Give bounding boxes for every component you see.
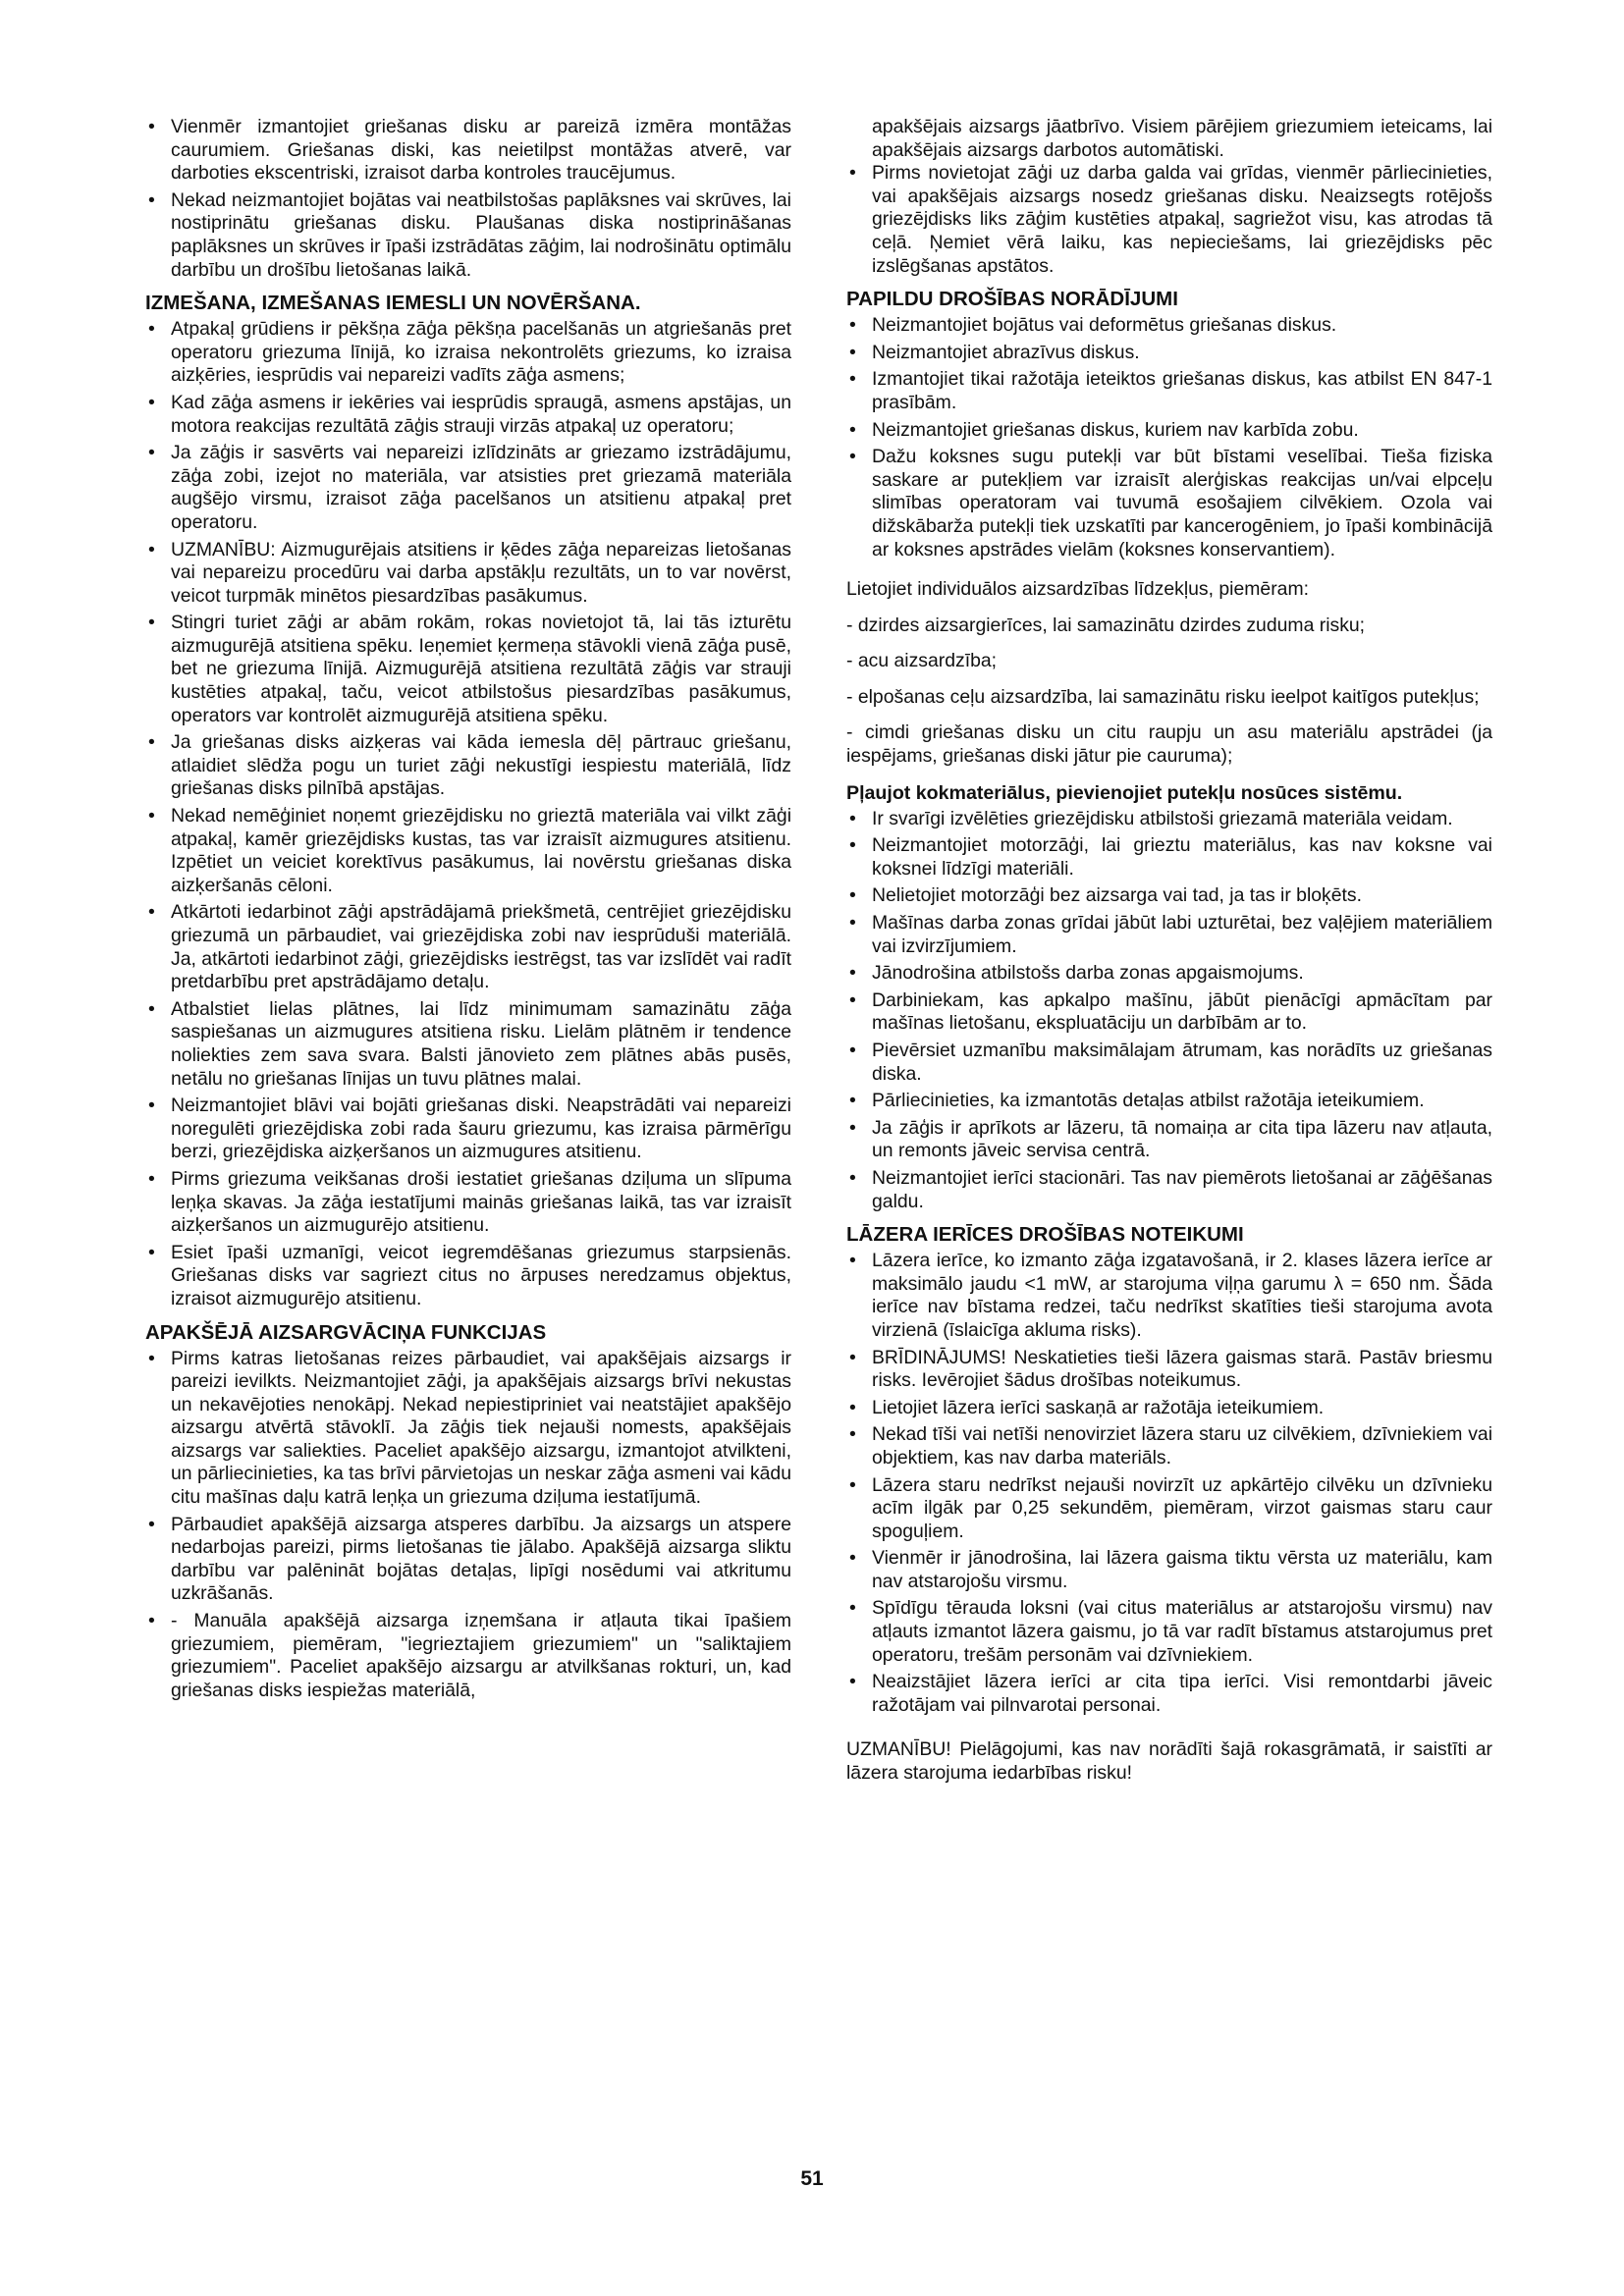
list-item: • Ja zāģis ir aprīkots ar lāzeru, tā nomaiņa ar cita tipa lāzeru nav atļauta, un remonts jāveic servisa centrā. bbox=[846, 1117, 1492, 1163]
list-item: • Pirms griezuma veikšanas droši iestatiet griešanas dziļuma un slīpuma leņķa skavas. Ja zāģa iestatījumi mainās griešanas laikā, tas var izraisīt aizķeršanos un aizmugurējo atsitienu. bbox=[145, 1168, 791, 1238]
list-item: • Neizmantojiet griešanas diskus, kuriem nav karbīda zobu. bbox=[846, 419, 1492, 443]
right-column bbox=[846, 116, 1492, 1786]
bullet-list bbox=[846, 1250, 1492, 1717]
list-item: • Atbalstiet lielas plātnes, lai līdz minimumam samazinātu zāģa saspiešanas un aizmugures atsitiena risku. Lielām plātnēm ir tendence noliekties zem sava svara. Balsti jānovieto zem plātnes abās pusēs, netālu no griešanas līnijas un tuvu plātnes malai. bbox=[145, 998, 791, 1091]
list-item: • Nelietojiet motorzāģi bez aizsarga vai tad, ja tas ir bloķēts. bbox=[846, 884, 1492, 908]
list-item: • Neizmantojiet abrazīvus diskus. bbox=[846, 342, 1492, 365]
bullet-list bbox=[145, 1348, 791, 1703]
list-item: • Stingri turiet zāģi ar abām rokām, rokas novietojot tā, lai tās izturētu aizmugurējā atsitiena spēku. Ieņemiet ķermeņa stāvokli vienā zāģa pusē, bet ne griezuma līnijā. Aizmugurējā atsitiena rezultātā zāģis var strauji kustēties atpakaļ, taču, veicot atbilstošus piesardzības pasākumus, operators var kontrolēt aizmugurējā atsitiena spēku. bbox=[145, 612, 791, 727]
dust-extraction-heading: Pļaujot kokmateriālus, pievienojiet putekļu nosūces sistēmu. bbox=[846, 781, 1403, 804]
list-item: • Spīdīgu tērauda loksni (vai citus materiālus ar atstarojošu virsmu) nav atļauts izmantot lāzera gaismu, jo tā var radīt bīstamus atstarojumus pret operatoru, trešām personām vai dzīvniekiem. bbox=[846, 1597, 1492, 1667]
list-item: • Dažu koksnes sugu putekļi var būt bīstami veselībai. Tieša fiziska saskare ar putekļiem var izraisīt alerģiskas reakcijas un/vai elpceļu slimības operatoram vai tuvumā esošajiem cilvēkiem. Ozola vai dižskābarža putekļi tiek uzskatīti par kancerogēniem, jo īpaši kombinācijā ar koksnes apstrādes vielām (koksnes konservantiem). bbox=[846, 446, 1492, 561]
list-item: • Izmantojiet tikai ražotāja ieteiktos griešanas diskus, kas atbilst EN 847-1 prasībām. bbox=[846, 368, 1492, 414]
list-item: • Vienmēr ir jānodrošina, lai lāzera gaisma tiktu vērsta uz materiālu, kam nav atstarojošu virsmu. bbox=[846, 1547, 1492, 1593]
list-item: • Kad zāģa asmens ir iekēries vai iesprūdis spraugā, asmens apstājas, un motora reakcijas rezultātā zāģis strauji virzās atpakaļ uz operatoru; bbox=[145, 392, 791, 438]
spacer bbox=[846, 673, 1492, 686]
list-item: • Nekad tīši vai netīši nenovirziet lāzera staru uz cilvēkiem, dzīvniekiem vai objektiem, kas nav darba materiāls. bbox=[846, 1423, 1492, 1469]
spacer bbox=[846, 565, 1492, 578]
list-item: • Darbiniekam, kas apkalpo mašīnu, jābūt pienācīgi apmācītam par mašīnas lietošanu, ekspluatāciju un darbībām ar to. bbox=[846, 989, 1492, 1036]
list-item: • Pārliecinieties, ka izmantotās detaļas atbilst ražotāja ieteikumiem. bbox=[846, 1090, 1492, 1113]
spacer bbox=[846, 709, 1492, 721]
laser-warning-text: UZMANĪBU! Pielāgojumi, kas nav norādīti šajā rokasgrāmatā, ir saistīti ar lāzera starojuma iedarbības risku! bbox=[846, 1738, 1492, 1785]
section-heading-lower-guard: APAKŠĒJĀ AIZSARGVĀCIŅA FUNKCIJAS bbox=[145, 1320, 547, 1344]
bullet-list bbox=[145, 116, 791, 282]
list-item: • - Manuāla apakšējā aizsarga izņemšana ir atļauta tikai īpašiem griezumiem, piemēram, "iegrieztajiem griezumiem" un "saliktajiem griezumiem". Paceliet apakšējo aizsargu ar atvilkšanas rokturi, un, kad griešanas disks iespiežas materiālā, bbox=[145, 1610, 791, 1702]
list-item: • Atpakaļ grūdiens ir pēkšņa zāģa pēkšņa pacelšanās un atgriešanās pret operatoru griezuma līnijā, ko izraisa nekontrolēts griezums, ko izraisa aizķēries, iesprūdis vai nepareizi vadīts zāģa asmens; bbox=[145, 318, 791, 388]
list-item: • Vienmēr izmantojiet griešanas disku ar pareizā izmēra montāžas caurumiem. Griešanas diski, kas neietilpst montāžas atverē, var darboties ekscentriski, izraisot darba kontroles traucējumus. bbox=[145, 116, 791, 186]
section-heading-additional-safety: PAPILDU DROŠĪBAS NORĀDĪJUMI bbox=[846, 288, 1178, 311]
continued-text: apakšējais aizsargs jāatbrīvo. Visiem pārējiem griezumiem ieteicams, lai apakšējais aizsargs darbotos automātiski. bbox=[872, 116, 1492, 161]
list-item: • Neizmantojiet bojātus vai deformētus griešanas diskus. bbox=[846, 314, 1492, 338]
ppe-item: - acu aizsardzība; bbox=[846, 650, 998, 672]
spacer bbox=[846, 637, 1492, 650]
section-heading-laser-safety: LĀZERA IERĪCES DROŠĪBAS NOTEIKUMI bbox=[846, 1223, 1244, 1247]
list-item: • Pirms katras lietošanas reizes pārbaudiet, vai apakšējais aizsargs ir pareizi ievilkts. Neizmantojiet zāģi, ja apakšējais aizsargs brīvi nekustas un nekavējoties nenokāpj. Nekad nepiestipriniet vai neatstājiet apakšējo aizsargu atvērtā stāvoklī. Ja zāģis tiek nejauši nomests, apakšējais aizsargs var saliekties. Paceliet apakšējo aizsargu, izmantojot atvilkteni, un pārliecinieties, ka tas brīvi pārvietojas un neskar zāģa asmeni vai kādu citu mašīnas daļu katrā leņķa un griezuma dziļuma iestatījumā. bbox=[145, 1348, 791, 1510]
list-item: • Neizmantojiet blāvi vai bojāti griešanas diski. Neapstrādāti vai nepareizi noregulēti griezējdiska zobi rada šauru griezumu, kas izraisa pārmērīgu berzi, griezējdiska aizķeršanos un aizmugures atsitienu. bbox=[145, 1095, 791, 1164]
bullet-list bbox=[846, 162, 1492, 278]
list-item: • Lietojiet lāzera ierīci saskaņā ar ražotāja ieteikumiem. bbox=[846, 1397, 1492, 1420]
bullet-list bbox=[145, 318, 791, 1310]
section-heading-kickback: IZMEŠANA, IZMEŠANAS IEMESLI UN NOVĒRŠANA. bbox=[145, 292, 641, 315]
list-item: • Nekad neizmantojiet bojātas vai neatbilstošas paplāksnes vai skrūves, lai nostiprinātu griešanas disku. Plaušanas diska nostiprināšanas paplāksnes un skrūves ir īpaši izstrādātas zāģim, lai nodrošinātu optimālu darbību un drošību lietošanas laikā. bbox=[145, 189, 791, 282]
left-column bbox=[145, 116, 791, 1706]
list-item: • Ja griešanas disks aizķeras vai kāda iemesla dēļ pārtrauc griešanu, atlaidiet slēdža pogu un turiet zāģi nekustīgi iespiestu materiālā, līdz griešanas disks pilnībā apstājas. bbox=[145, 731, 791, 801]
list-item: • Lāzera staru nedrīkst nejauši novirzīt uz apkārtējo cilvēku un dzīvnieku acīm ilgāk par 0,25 sekundēm, piemēram, virzot gaismas staru caur spoguļiem. bbox=[846, 1474, 1492, 1544]
ppe-item: - cimdi griešanas disku un citu raupju un asu materiālu apstrādei (ja iespējams, griešanas diski jātur pie cauruma); bbox=[846, 721, 1492, 768]
bullet-list bbox=[846, 314, 1492, 561]
ppe-item: - elpošanas ceļu aizsardzība, lai samazinātu risku ieelpot kaitīgos putekļus; bbox=[846, 685, 1480, 708]
page-number: 51 bbox=[800, 2167, 824, 2190]
list-item: • Lāzera ierīce, ko izmanto zāģa izgatavošanā, ir 2. klases lāzera ierīce ar maksimālo jaudu <1 mW, ar starojuma viļņa garumu λ = 650 nm. Šāda ierīce nav bīstama redzei, taču nedrīkst skatīties tieši starojuma avota virzienā (īslaicīga akluma risks). bbox=[846, 1250, 1492, 1342]
spacer bbox=[846, 769, 1492, 781]
list-item: • Atkārtoti iedarbinot zāģi apstrādājamā priekšmetā, centrējiet griezējdisku griezumā un pārbaudiet, vai griezējdiska zobi nav iesprūduši materiālā. Ja, atkārtoti iedarbinot zāģi, griezējdisks iestrēgst, tas var izslīdēt vai radīt pretdarbību pret apstrādājamo detaļu. bbox=[145, 901, 791, 993]
list-item: • Pārbaudiet apakšējā aizsarga atsperes darbību. Ja aizsargs un atspere nedarbojas pareizi, pirms lietošanas tie jālabo. Apakšējā aizsarga sliktu darbību var palēnināt bojātas detaļas, lipīgi nosēdumi vai atkritumu uzkrāšanās. bbox=[145, 1514, 791, 1606]
list-item: • Ja zāģis ir sasvērts vai nepareizi izlīdzināts ar griezamo izstrādājumu, zāģa zobi, izejot no materiāla, var atsisties pret griezamā materiāla augšējo virsmu, izraisot zāģa pacelšanos un atsitienu atpakaļ pret operatoru. bbox=[145, 442, 791, 534]
list-item: • Neizmantojiet motorzāģi, lai grieztu materiālus, kas nav koksne vai koksnei līdzīgi materiāli. bbox=[846, 834, 1492, 881]
list-item: • Neizmantojiet ierīci stacionāri. Tas nav piemērots lietošanai ar zāģēšanas galdu. bbox=[846, 1167, 1492, 1213]
list-item: • Neaizstājiet lāzera ierīci ar cita tipa ierīci. Visi remontdarbi jāveic ražotājam vai pilnvarotai personai. bbox=[846, 1671, 1492, 1717]
list-item: • Mašīnas darba zonas grīdai jābūt labi uzturētai, bez vaļējiem materiāliem vai izvirzījumiem. bbox=[846, 912, 1492, 958]
list-item: • Pievērsiet uzmanību maksimālajam ātrumam, kas norādīts uz griešanas diska. bbox=[846, 1040, 1492, 1086]
list-item: • Ir svarīgi izvēlēties griezējdisku atbilstoši griezamā materiāla veidam. bbox=[846, 808, 1492, 831]
spacer bbox=[846, 602, 1492, 614]
ppe-item: - dzirdes aizsargierīces, lai samazinātu dzirdes zuduma risku; bbox=[846, 614, 1366, 636]
list-item: • Esiet īpaši uzmanīgi, veicot iegremdēšanas griezumus starpsienās. Griešanas disks var sagriezt citus no ārpuses neredzamus objektus, izraisot aizmugurējo atsitienu. bbox=[145, 1242, 791, 1311]
list-item: • UZMANĪBU: Aizmugurējais atsitiens ir ķēdes zāģa nepareizas lietošanas vai nepareizu procedūru vai darba apstākļu rezultāts, un to var novērst, veicot turpmāk minētos piesardzības pasākumus. bbox=[145, 539, 791, 609]
bullet-list bbox=[846, 808, 1492, 1214]
spacer bbox=[846, 1721, 1492, 1738]
list-item: • Nekad nemēģiniet noņemt griezējdisku no grieztā materiāla vai vilkt zāģi atpakaļ, kamēr griezējdisks kustas, tas var izraisīt aizmugures atsitienu. Izpētiet un veiciet korektīvus pasākumus, lai novērstu griešanas diska aizķeršanās cēloni. bbox=[145, 805, 791, 897]
list-item: • BRĪDINĀJUMS! Neskatieties tieši lāzera gaismas starā. Pastāv briesmu risks. Ievērojiet šādus drošības noteikumus. bbox=[846, 1347, 1492, 1393]
list-item: • Pirms novietojat zāģi uz darba galda vai grīdas, vienmēr pārliecinieties, vai apakšējais aizsargs nosedz griešanas disku. Neaizsegts rotējošs griezējdisks liks zāģim kustēties atpakaļ, sagriežot visu, kas atrodas tā ceļā. Ņemiet vērā laiku, kas nepieciešams, lai griezējdisks pēc izslēgšanas apstātos. bbox=[846, 162, 1492, 278]
list-item: • Jānodrošina atbilstošs darba zonas apgaismojums. bbox=[846, 962, 1492, 986]
ppe-intro: Lietojiet individuālos aizsardzības līdzekļus, piemēram: bbox=[846, 578, 1309, 601]
